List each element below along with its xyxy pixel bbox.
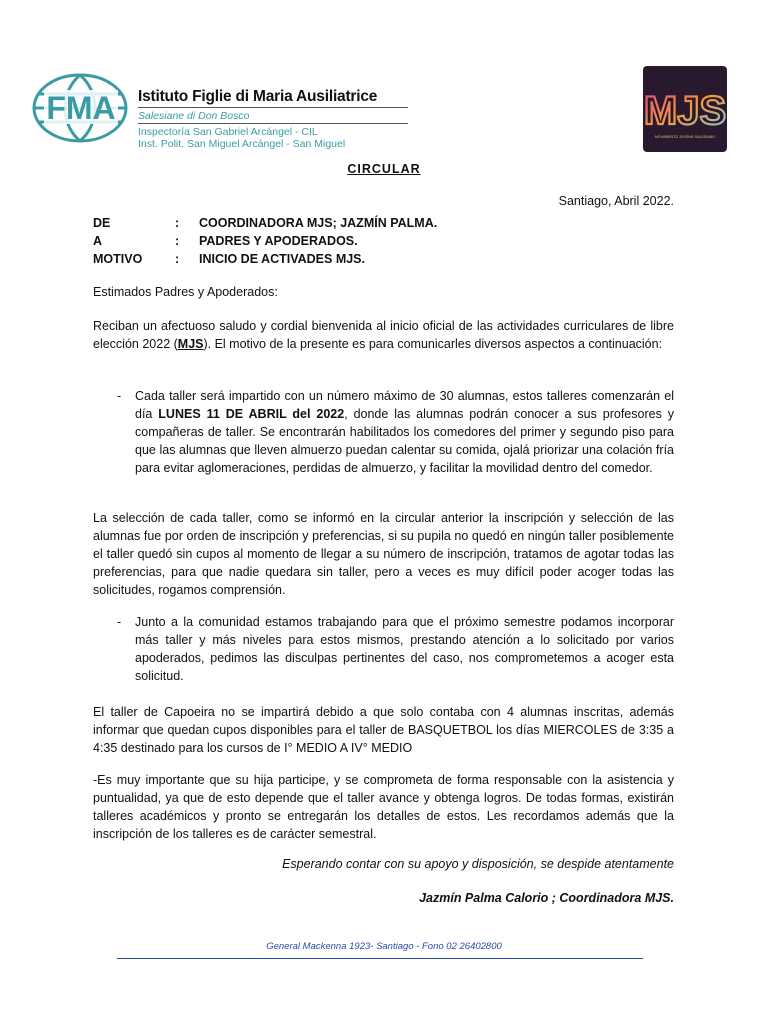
fma-logo-text: FMA [46, 90, 116, 126]
bullet-1-date: LUNES 11 DE ABRIL del 2022 [158, 407, 345, 421]
field-value: PADRES Y APODERADOS. [199, 234, 358, 248]
org-line-2: Inst. Polit. San Miguel Arcángel - San Miguel [138, 138, 346, 150]
bullet-item-2 [117, 613, 674, 685]
footer-divider [117, 958, 643, 959]
org-name: Istituto Figlie di Maria Ausiliatrice [138, 88, 378, 105]
fma-logo [30, 72, 132, 144]
bullet-item-1 [117, 387, 674, 477]
org-block [138, 88, 438, 150]
mjs-logo [643, 66, 727, 152]
bullet-dash: - [117, 615, 122, 629]
bullet-1-a: Cada taller será impartido con un número máximo de 30 alumnas, estos talleres comenzarán el día [135, 389, 674, 421]
org-divider-2 [138, 123, 408, 124]
org-subtitle: Salesiane di Don Bosco [138, 110, 250, 122]
paragraph-capoeira: El taller de Capoeira no se impartirá debido a que solo contaba con 4 alumnas inscritas, además informar que quedan cupos disponibles para el taller de BASQUETBOL los días MIERCOLES de 3:35 a 4:35 destinado para los cursos de I° MEDIO A IV° MEDIO [93, 705, 674, 755]
circular-title-text: CIRCULAR [347, 162, 421, 176]
field-motivo [93, 252, 437, 270]
field-colon: : [175, 252, 180, 266]
header-fields [93, 216, 437, 270]
letterhead [30, 62, 740, 162]
intro-text-b: ). El motivo de la presente es para comunicarles diversos aspectos a continuación: [203, 337, 663, 351]
org-line-1: Inspectoría San Gabriel Arcángel - CIL [138, 126, 318, 138]
closing-line: Esperando contar con su apoyo y disposición, se despide atentamente [282, 857, 674, 871]
field-label: DE [93, 216, 111, 230]
bullet-dash: - [117, 389, 122, 403]
intro-text-a: Reciban un afectuoso saludo y cordial bienvenida al inicio oficial de las actividades curriculares de libre elección 2022 ( [93, 319, 674, 351]
field-label: A [93, 234, 103, 248]
field-colon: : [175, 216, 180, 230]
bullet-text-1 [135, 387, 674, 477]
field-a [93, 234, 437, 252]
bullet-text-2: Junto a la comunidad estamos trabajando para que el próximo semestre podamos incorporar más taller y más niveles para estos mismos, prestando atención a lo solicitado por varios apoderados, pedimos las disculpas pertinentes del caso, nos comprometemos a acoger esta solicitud. [135, 615, 674, 683]
field-label: MOTIVO [93, 252, 143, 266]
signature: Jazmín Palma Calorio ; Coordinadora MJS. [419, 891, 674, 905]
letter-date: Santiago, Abril 2022. [558, 194, 674, 208]
intro-mjs: MJS [177, 337, 204, 351]
paragraph-importance: -Es muy importante que su hija participe, y se comprometa de forma responsable con la asistencia y puntualidad, ya que de esto depende que el taller avance y obtenga logros. De todas formas, existirán talleres académicos y pronto se entregarán los detalles de estos. Les recordamos además que la inscripción de los talleres es de carácter semestral. [93, 773, 674, 841]
greeting: Estimados Padres y Apoderados: [93, 285, 278, 299]
mjs-logo-text: MJS [643, 89, 727, 133]
field-de [93, 216, 437, 234]
field-colon: : [175, 234, 180, 248]
paragraph-selection: La selección de cada taller, como se informó en la circular anterior la inscripción y selección de las alumnas fue por orden de inscripción y preferencias, si su pupila no quedó en ningún taller posiblemente el taller quedó sin cupos al momento de llegar a su número de inscripción, tratamos de agotar todas las preferencias, para que nadie quedara sin taller, pero a veces es muy difícil poder acoger todas las solicitudes, rogamos comprensión. [93, 511, 674, 597]
circular-title [0, 162, 768, 176]
field-value: COORDINADORA MJS; JAZMÍN PALMA. [199, 216, 438, 230]
field-value: INICIO DE ACTIVADES MJS. [199, 252, 365, 266]
mjs-logo-caption: MOVIMIENTO JUVENIL SALESIANO [654, 135, 716, 139]
bullet-1-b: , donde las alumnas podrán conocer a sus profesores y compañeras de taller. Se encontrarán habilitados los comedores del primer y segundo piso para que las alumnas que lleven almuerzo puedan calentar su comida, ojalá priorizar una colación fría para evitar aglomeraciones, perdidas de almuerzo, y facilitar la movilidad dentro del comedor. [135, 407, 674, 475]
footer-address: General Mackenna 1923- Santiago - Fono 02 26402800 [266, 941, 502, 952]
org-divider [138, 107, 408, 108]
paragraph-intro [93, 317, 674, 353]
